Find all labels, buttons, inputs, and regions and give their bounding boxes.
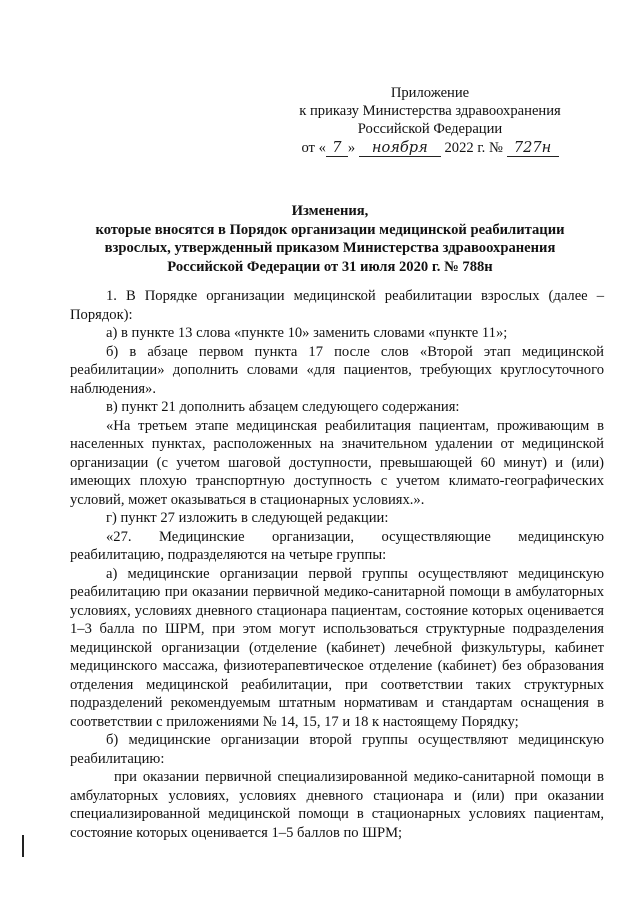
date-mid: » xyxy=(347,140,356,156)
handwritten-order-number: 727н xyxy=(507,140,559,157)
handwritten-month: ноября xyxy=(359,140,441,157)
document-body xyxy=(70,287,604,842)
paragraph-27-a: а) медицинские организации первой группы осуществляют медицинскую реабилитацию при оказании первичной медико-санитарной помощи в амбулаторных условиях, условиях дневного стационара пациентам, состояние которых оценивается 1–3 балла по ШРМ, при этом могут использоваться структурные подразделения медицинской организации (отделение (кабинет) лечебной физкультуры, кабинет медицинского массажа, физиотерапевтическое отделение (кабинет) без образования отделения медицинской реабилитации, при соответствии таких структурных подразделений рекомендуемым штатным нормативам и стандартам оснащения в соответствии с приложениями № 14, 15, 17 и 18 к настоящему Порядку; xyxy=(70,565,604,730)
title-line-2: которые вносятся в Порядок организации медицинской реабилитации xyxy=(95,221,565,238)
document-title xyxy=(40,202,620,276)
date-year: 2022 г. № xyxy=(444,140,503,156)
paragraph-27-b-1: при оказании первичной специализированной медико-санитарной помощи в амбулаторных условиях, условиях дневного стационара и (или) при оказании специализированной медицинской помощи в стационарных условиях пациентам, состояние которых оценивается 1–5 баллов по ШРМ; xyxy=(70,769,604,841)
paragraph-1: 1. В Порядке организации медицинской реабилитации взрослых (далее – Порядок): xyxy=(70,288,604,323)
paragraph-b: б) в абзаце первом пункта 17 после слов «Второй этап медицинской реабилитации» дополнить словами «для пациентов, требующих круглосуточного наблюдения». xyxy=(70,343,604,397)
date-prefix: от « xyxy=(301,140,326,156)
country-name: Российской Федерации xyxy=(357,121,503,137)
paragraph-27: «27. Медицинские организации, осуществляющие медицинскую реабилитацию, подразделяются на четыре группы: xyxy=(70,528,604,563)
order-reference: к приказу Министерства здравоохранения xyxy=(299,103,561,119)
order-date-line xyxy=(280,139,580,157)
paragraph-a: а) в пункте 13 слова «пункте 10» заменить словами «пункте 11»; xyxy=(106,325,508,341)
title-line-3: взрослых, утвержденный приказом Министерства здравоохранения xyxy=(104,240,556,256)
title-line-4: Российской Федерации от 31 июля 2020 г. № 788н xyxy=(167,258,493,275)
handwritten-day: 7 xyxy=(326,140,348,157)
paragraph-v: в) пункт 21 дополнить абзацем следующего содержания: xyxy=(106,399,460,415)
appendix-label: Приложение xyxy=(390,85,470,101)
paragraph-g: г) пункт 27 изложить в следующей редакции: xyxy=(106,510,389,526)
paragraph-27-b: б) медицинские организации второй группы осуществляют медицинскую реабилитацию: xyxy=(70,732,604,767)
appendix-header xyxy=(280,84,580,157)
paragraph-v-quote: «На третьем этапе медицинская реабилитация пациентам, проживающим в населенных пунктах, расположенных на значительном удалении от медицинской организации (с учетом шаговой доступности, превышающей 60 минут) и (или) имеющих плохую транспортную доступность с учетом климато-географических условий, может оказываться в стационарных условиях.». xyxy=(70,417,604,508)
title-line-1: Изменения, xyxy=(291,203,369,219)
margin-mark xyxy=(22,835,24,857)
